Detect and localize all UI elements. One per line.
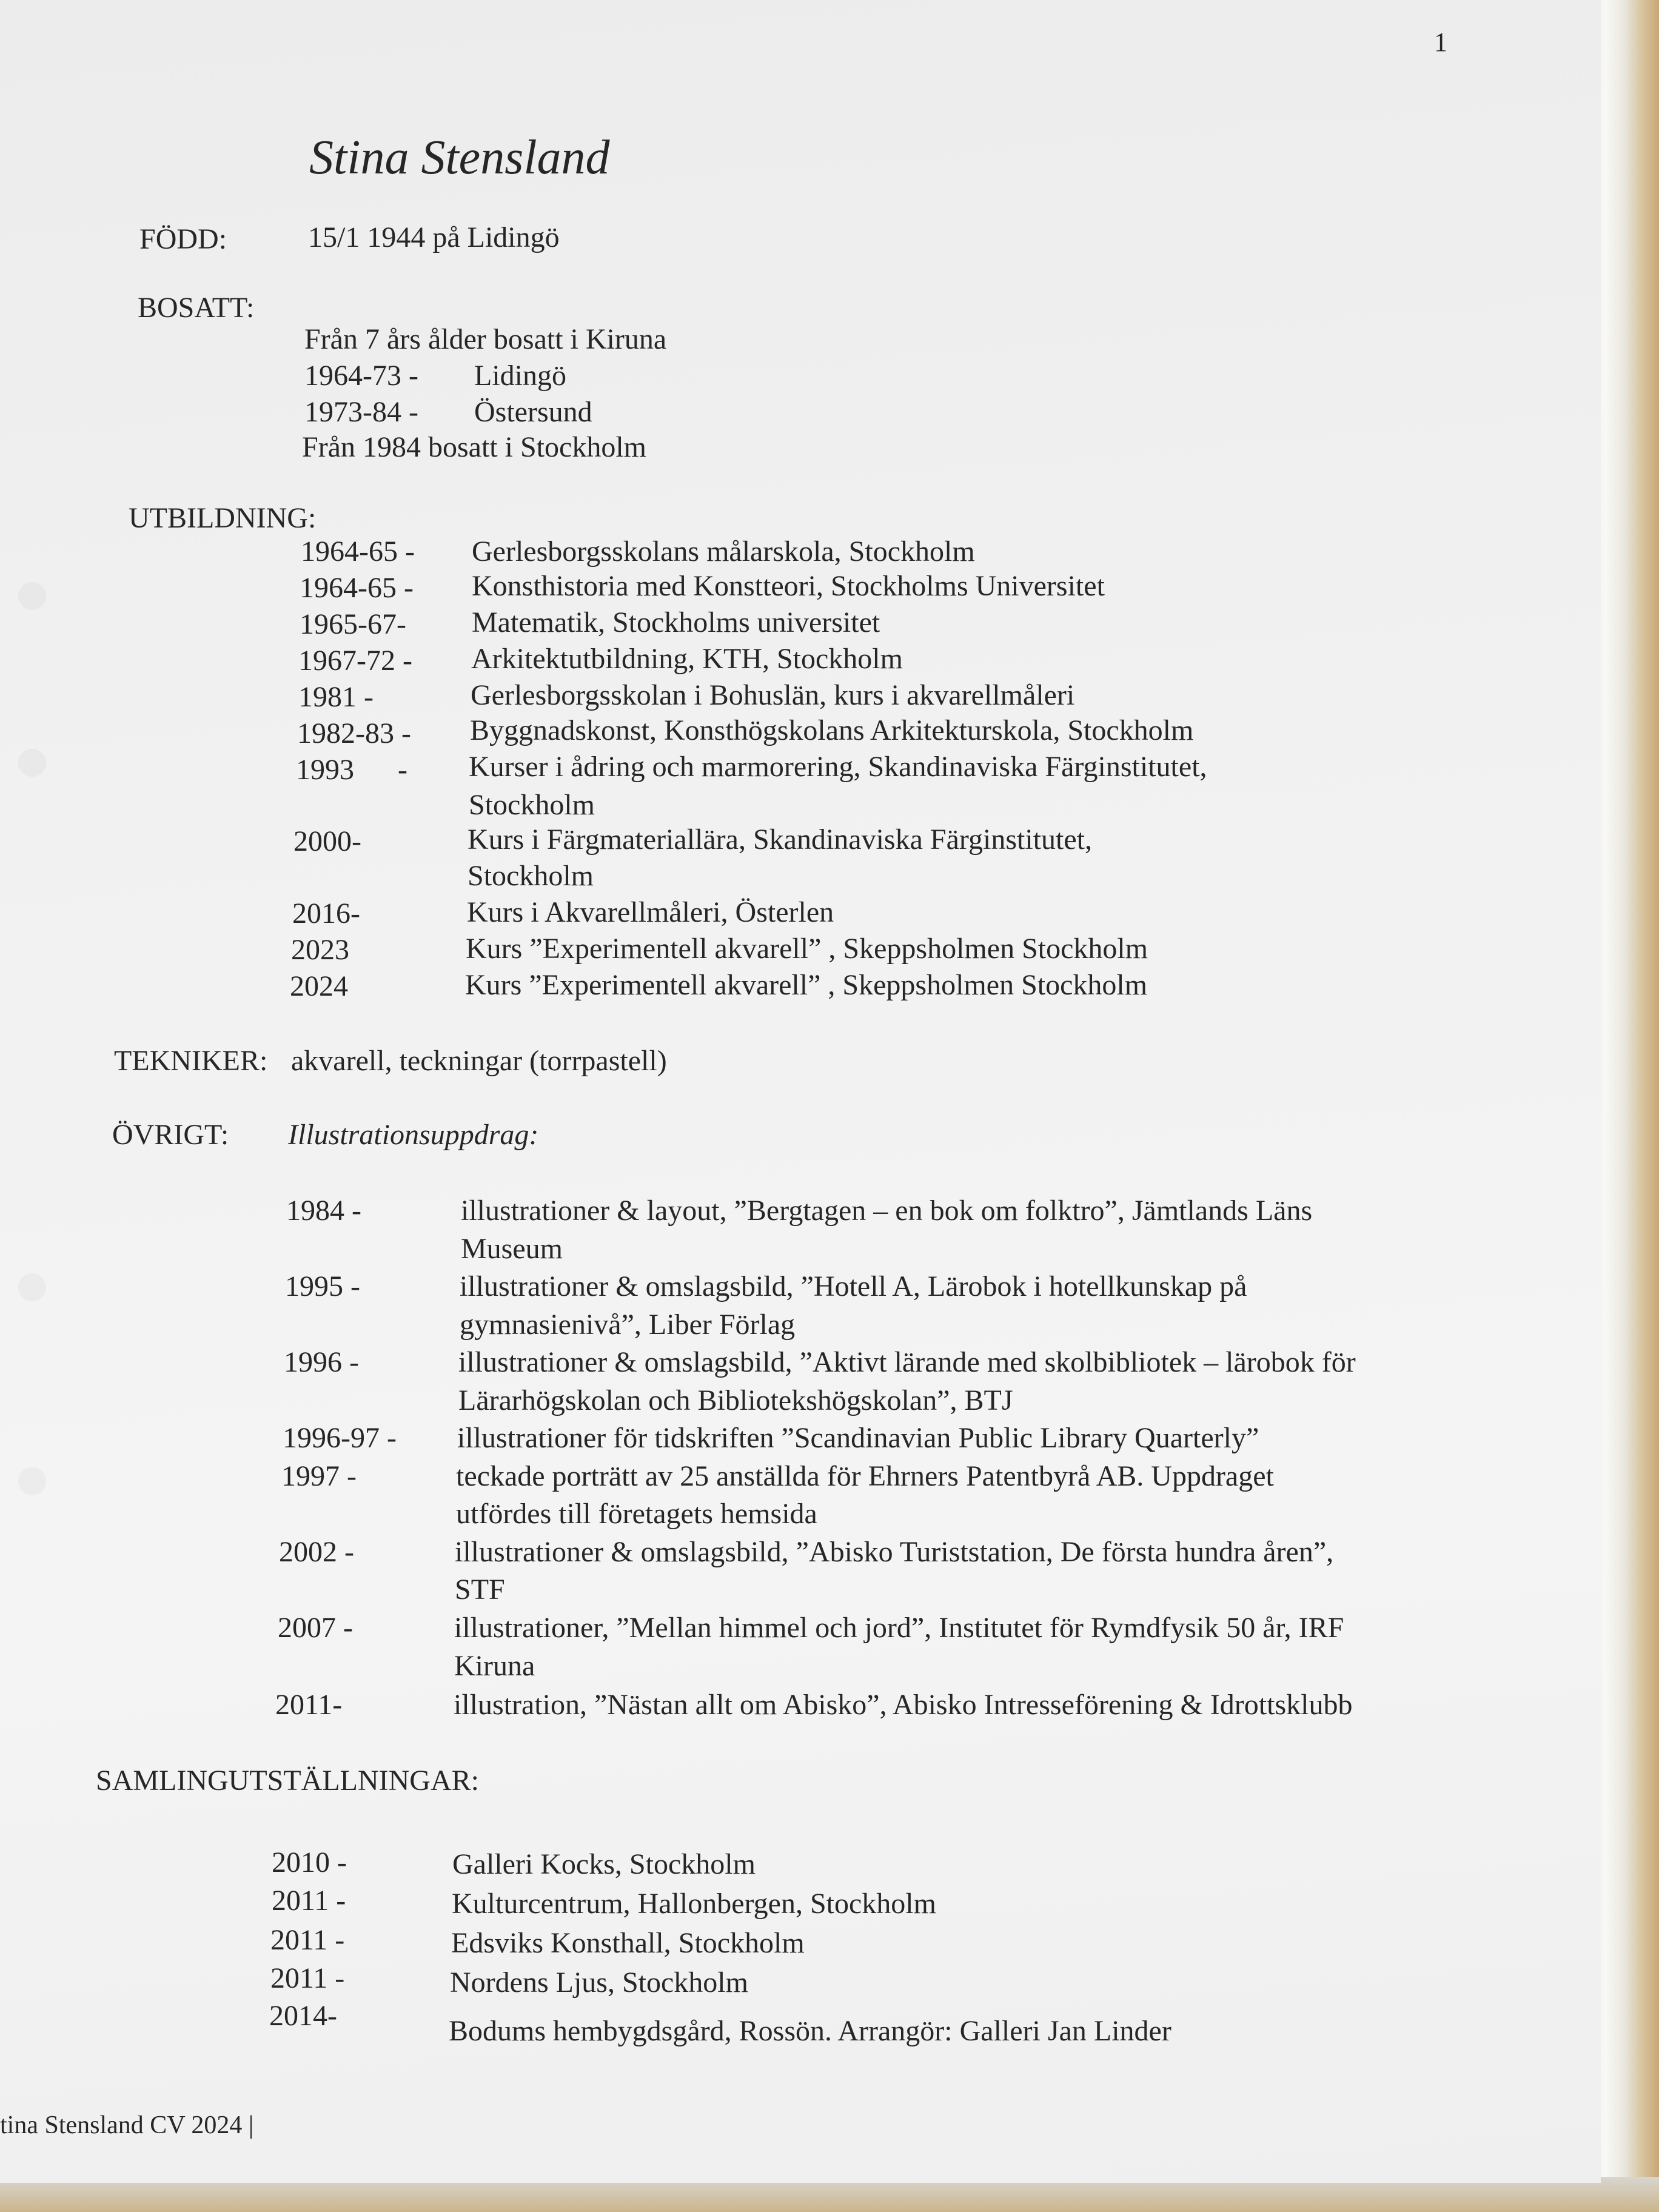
ovrigt-year: 1984 - — [286, 1195, 361, 1227]
ovrigt-text: Museum — [461, 1233, 563, 1265]
fodd-value: 15/1 1944 på Lidingö — [308, 221, 560, 253]
fodd-label: FÖDD: — [139, 223, 227, 255]
ovrigt-year: 1997 - — [281, 1460, 357, 1492]
bosatt-intro: Från 7 års ålder bosatt i Kiruna — [304, 323, 667, 355]
utbildning-text: Byggnadskonst, Konsthögskolans Arkitekturskola, Stockholm — [470, 714, 1194, 746]
utbildning-year: 1964-65 - — [301, 535, 415, 568]
ovrigt-year: 2011- — [275, 1689, 343, 1721]
samling-year: 2011 - — [270, 1924, 345, 1956]
utbildning-year: 2023 — [291, 934, 349, 966]
utbildning-text: Kurs i Färgmateriallära, Skandinaviska Färginstitutet, — [468, 823, 1093, 856]
ovrigt-year: 1996 - — [284, 1346, 359, 1378]
utbildning-year: 2016- — [292, 897, 360, 930]
ovrigt-text: utfördes till företagets hemsida — [456, 1498, 817, 1530]
utbildning-text: Stockholm — [468, 860, 594, 892]
ovrigt-year: 2007 - — [278, 1612, 353, 1644]
ovrigt-text: STF — [455, 1574, 505, 1606]
ovrigt-text: illustrationer & omslagsbild, ”Abisko Turiststation, De första hundra åren”, — [455, 1536, 1334, 1568]
ovrigt-text: illustrationer & omslagsbild, ”Hotell A, Lärobok i hotellkunskap på — [460, 1270, 1247, 1302]
tekniker-value: akvarell, teckningar (torrpastell) — [291, 1045, 667, 1077]
utbildning-text: Kurs i Akvarellmåleri, Österlen — [467, 896, 834, 928]
ovrigt-text: gymnasienivå”, Liber Förlag — [460, 1309, 796, 1341]
utbildning-year: 1993 - — [296, 754, 407, 786]
punch-hole — [18, 1467, 46, 1495]
utbildning-year: 2000- — [293, 825, 361, 857]
utbildning-year: 1967-72 - — [298, 645, 412, 677]
ovrigt-text: teckade porträtt av 25 anställda för Ehrners Patentbyrå AB. Uppdraget — [456, 1460, 1274, 1492]
bosatt-place: Lidingö — [474, 360, 566, 392]
ovrigt-text: Lärarhögskolan och Bibliotekshögskolan”, BTJ — [458, 1384, 1013, 1416]
ovrigt-text: illustrationer & layout, ”Bergtagen – en bok om folktro”, Jämtlands Läns — [461, 1195, 1313, 1227]
bosatt-outro: Från 1984 bosatt i Stockholm — [302, 431, 646, 463]
page-number: 1 — [1434, 27, 1447, 57]
punch-hole — [18, 749, 46, 777]
utbildning-text: Kurs ”Experimentell akvarell” , Skeppsholmen Stockholm — [465, 969, 1148, 1001]
ovrigt-label: ÖVRIGT: — [112, 1119, 229, 1151]
bosatt-label: BOSATT: — [138, 292, 255, 324]
utbildning-text: Gerlesborgsskolans målarskola, Stockholm — [472, 535, 975, 568]
ovrigt-text: illustrationer, ”Mellan himmel och jord”, Institutet för Rymdfysik 50 år, IRF — [454, 1612, 1344, 1644]
samling-year: 2011 - — [272, 1885, 346, 1917]
utbildning-year: 1965-67- — [300, 608, 406, 640]
utbildning-text: Kurser i ådring och marmorering, Skandinaviska Färginstitutet, — [469, 751, 1207, 783]
page-footer: tina Stensland CV 2024 | — [0, 2111, 254, 2139]
bosatt-year: 1973-84 - — [304, 396, 418, 428]
utbildning-year: 1981 - — [298, 681, 374, 713]
utbildning-year: 1964-65 - — [300, 572, 414, 604]
samling-year: 2010 - — [272, 1846, 347, 1879]
bosatt-year: 1964-73 - — [304, 360, 418, 392]
bosatt-place: Östersund — [474, 396, 592, 428]
utbildning-label: UTBILDNING: — [129, 502, 317, 534]
utbildning-year: 2024 — [290, 970, 348, 1002]
ovrigt-year: 1996-97 - — [283, 1422, 397, 1454]
utbildning-text: Konsthistoria med Konstteori, Stockholms Universitet — [472, 570, 1105, 602]
samling-text: Nordens Ljus, Stockholm — [450, 1966, 748, 1999]
punch-hole — [18, 582, 46, 610]
samling-label: SAMLINGUTSTÄLLNINGAR: — [96, 1765, 479, 1797]
utbildning-year: 1982-83 - — [297, 717, 411, 749]
ovrigt-subtitle: Illustrationsuppdrag: — [288, 1119, 539, 1151]
utbildning-text: Gerlesborgsskolan i Bohuslän, kurs i akvarellmåleri — [471, 679, 1075, 711]
page-title: Stina Stensland — [309, 131, 610, 184]
ovrigt-text: illustrationer & omslagsbild, ”Aktivt lärande med skolbibliotek – lärobok för — [458, 1346, 1356, 1378]
ovrigt-text: Kiruna — [454, 1650, 535, 1682]
ovrigt-text: illustration, ”Nästan allt om Abisko”, Abisko Intresseförening & Idrottsklubb — [454, 1689, 1353, 1721]
samling-text: Galleri Kocks, Stockholm — [452, 1848, 756, 1880]
samling-text: Edsviks Konsthall, Stockholm — [451, 1927, 805, 1959]
tekniker-label: TEKNIKER: — [114, 1045, 268, 1077]
punch-hole — [18, 1273, 46, 1301]
ovrigt-text: illustrationer för tidskriften ”Scandinavian Public Library Quarterly” — [457, 1422, 1259, 1454]
ovrigt-year: 1995 - — [285, 1270, 360, 1302]
samling-year: 2014- — [269, 2000, 337, 2032]
samling-text: Kulturcentrum, Hallonbergen, Stockholm — [452, 1888, 936, 1920]
samling-text: Bodums hembygdsgård, Rossön. Arrangör: Galleri Jan Linder — [449, 2015, 1171, 2047]
samling-year: 2011 - — [270, 1962, 345, 1994]
ovrigt-year: 2002 - — [279, 1536, 354, 1568]
utbildning-text: Arkitektutbildning, KTH, Stockholm — [471, 643, 903, 675]
utbildning-text: Kurs ”Experimentell akvarell” , Skeppsholmen Stockholm — [466, 933, 1148, 965]
utbildning-text: Stockholm — [469, 789, 595, 821]
utbildning-text: Matematik, Stockholms universitet — [472, 606, 880, 638]
